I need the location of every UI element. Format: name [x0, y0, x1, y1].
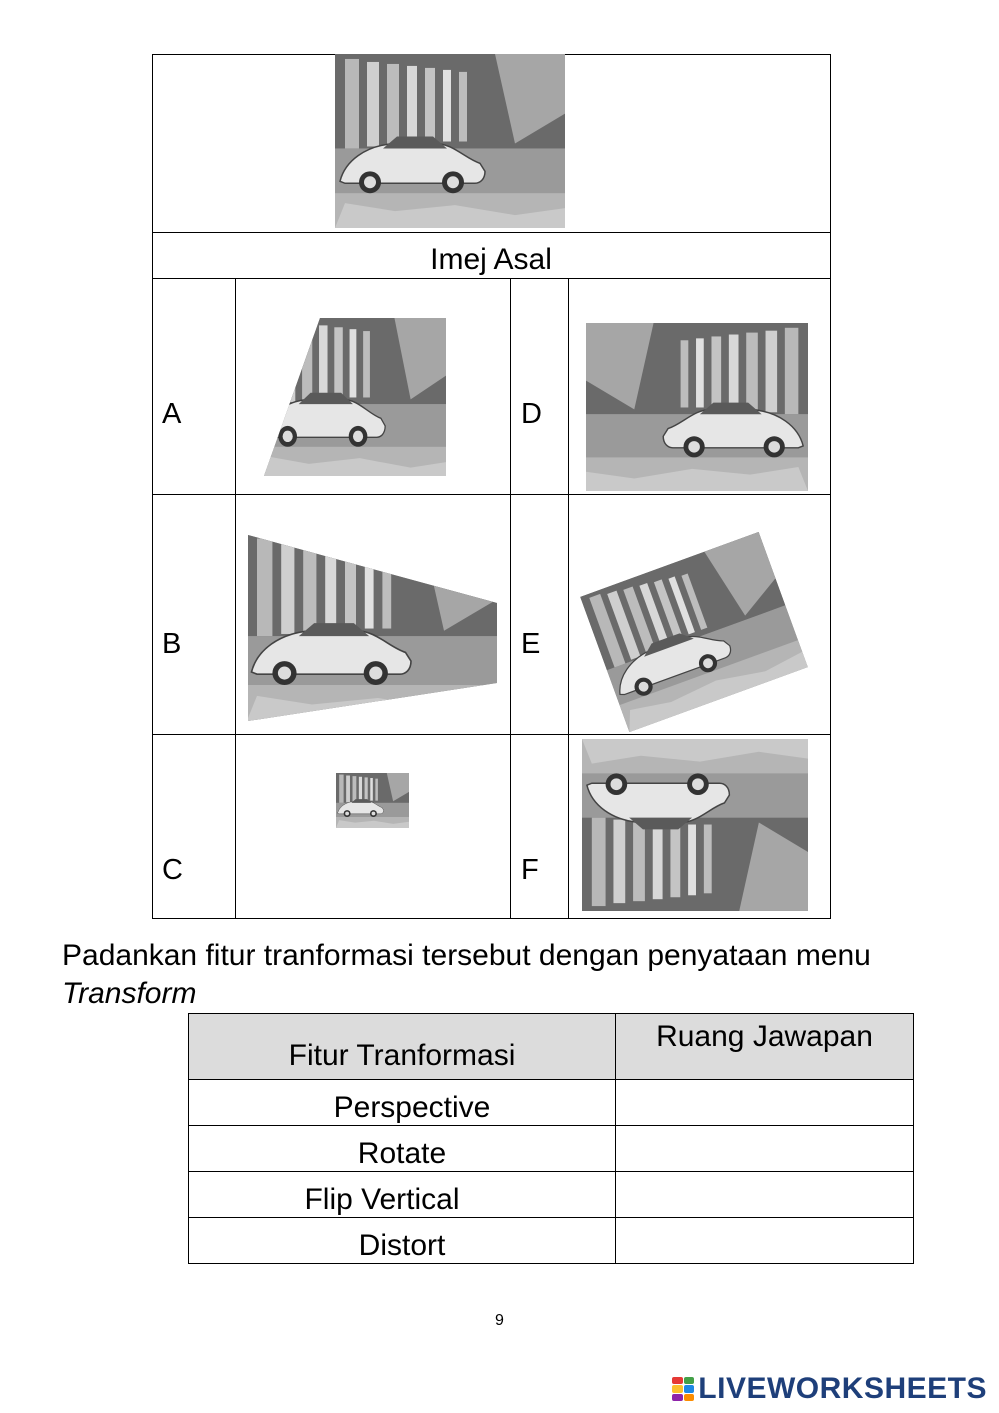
- page-number: 9: [495, 1312, 504, 1329]
- option-e-letter: E: [521, 628, 541, 660]
- feature-distort: [189, 1218, 616, 1264]
- feature-label: Perspective: [333, 1091, 491, 1124]
- answer-cell-distort[interactable]: [616, 1218, 914, 1264]
- brand-logo[interactable]: [672, 1372, 987, 1406]
- option-c-letter: C: [162, 854, 183, 886]
- answer-input-flip-vertical[interactable]: [616, 1172, 913, 1217]
- instruction-text: [62, 937, 942, 1013]
- answer-input-perspective[interactable]: [616, 1080, 913, 1125]
- grid-line-h4: [152, 734, 831, 735]
- original-caption: Imej Asal: [430, 243, 552, 276]
- grid-border-left: [152, 54, 153, 919]
- feature-flip-vertical: [189, 1172, 616, 1218]
- answer-input-distort[interactable]: [616, 1218, 913, 1263]
- feature-label: Distort: [358, 1229, 446, 1262]
- answer-input-rotate[interactable]: [616, 1126, 913, 1171]
- grid-line-h3: [152, 494, 831, 495]
- instruction-main: Padankan fitur tranformasi tersebut dengan penyataan menu: [62, 939, 871, 972]
- grid-line-v1: [235, 278, 236, 919]
- grid-border-bottom: [152, 918, 831, 919]
- option-f-image: [582, 739, 808, 911]
- feature-perspective: [189, 1080, 616, 1126]
- brand-name: LIVEWORKSHEETS: [698, 1372, 987, 1405]
- brand-icon: [672, 1377, 694, 1401]
- feature-label: Flip Vertical: [304, 1183, 460, 1216]
- original-car-image: [335, 54, 565, 228]
- option-d-letter: D: [521, 398, 542, 430]
- header-feature: [189, 1014, 616, 1080]
- grid-line-v2: [510, 278, 511, 919]
- answer-cell-rotate[interactable]: [616, 1126, 914, 1172]
- option-a-image: [258, 314, 453, 480]
- header-answer: [616, 1014, 914, 1080]
- grid-line-v3: [568, 278, 569, 919]
- header-feature-label: Fitur Tranformasi: [288, 1039, 516, 1072]
- grid-border-right: [830, 54, 831, 919]
- option-c-image: [336, 773, 409, 828]
- option-b-letter: B: [162, 628, 182, 660]
- answer-cell-perspective[interactable]: [616, 1080, 914, 1126]
- option-e-image: [574, 532, 814, 732]
- option-b-image: [246, 533, 499, 723]
- option-a-letter: A: [162, 398, 182, 430]
- header-answer-label: Ruang Jawapan: [656, 1020, 873, 1053]
- answer-table: [188, 1013, 914, 1264]
- option-d-image: [586, 323, 808, 491]
- answer-cell-flip-vertical[interactable]: [616, 1172, 914, 1218]
- feature-label: Rotate: [357, 1137, 447, 1170]
- grid-line-h1: [152, 232, 831, 233]
- option-f-letter: F: [521, 854, 539, 886]
- grid-line-h2: [152, 278, 831, 279]
- instruction-italic: Transform: [62, 977, 197, 1010]
- feature-rotate: [189, 1126, 616, 1172]
